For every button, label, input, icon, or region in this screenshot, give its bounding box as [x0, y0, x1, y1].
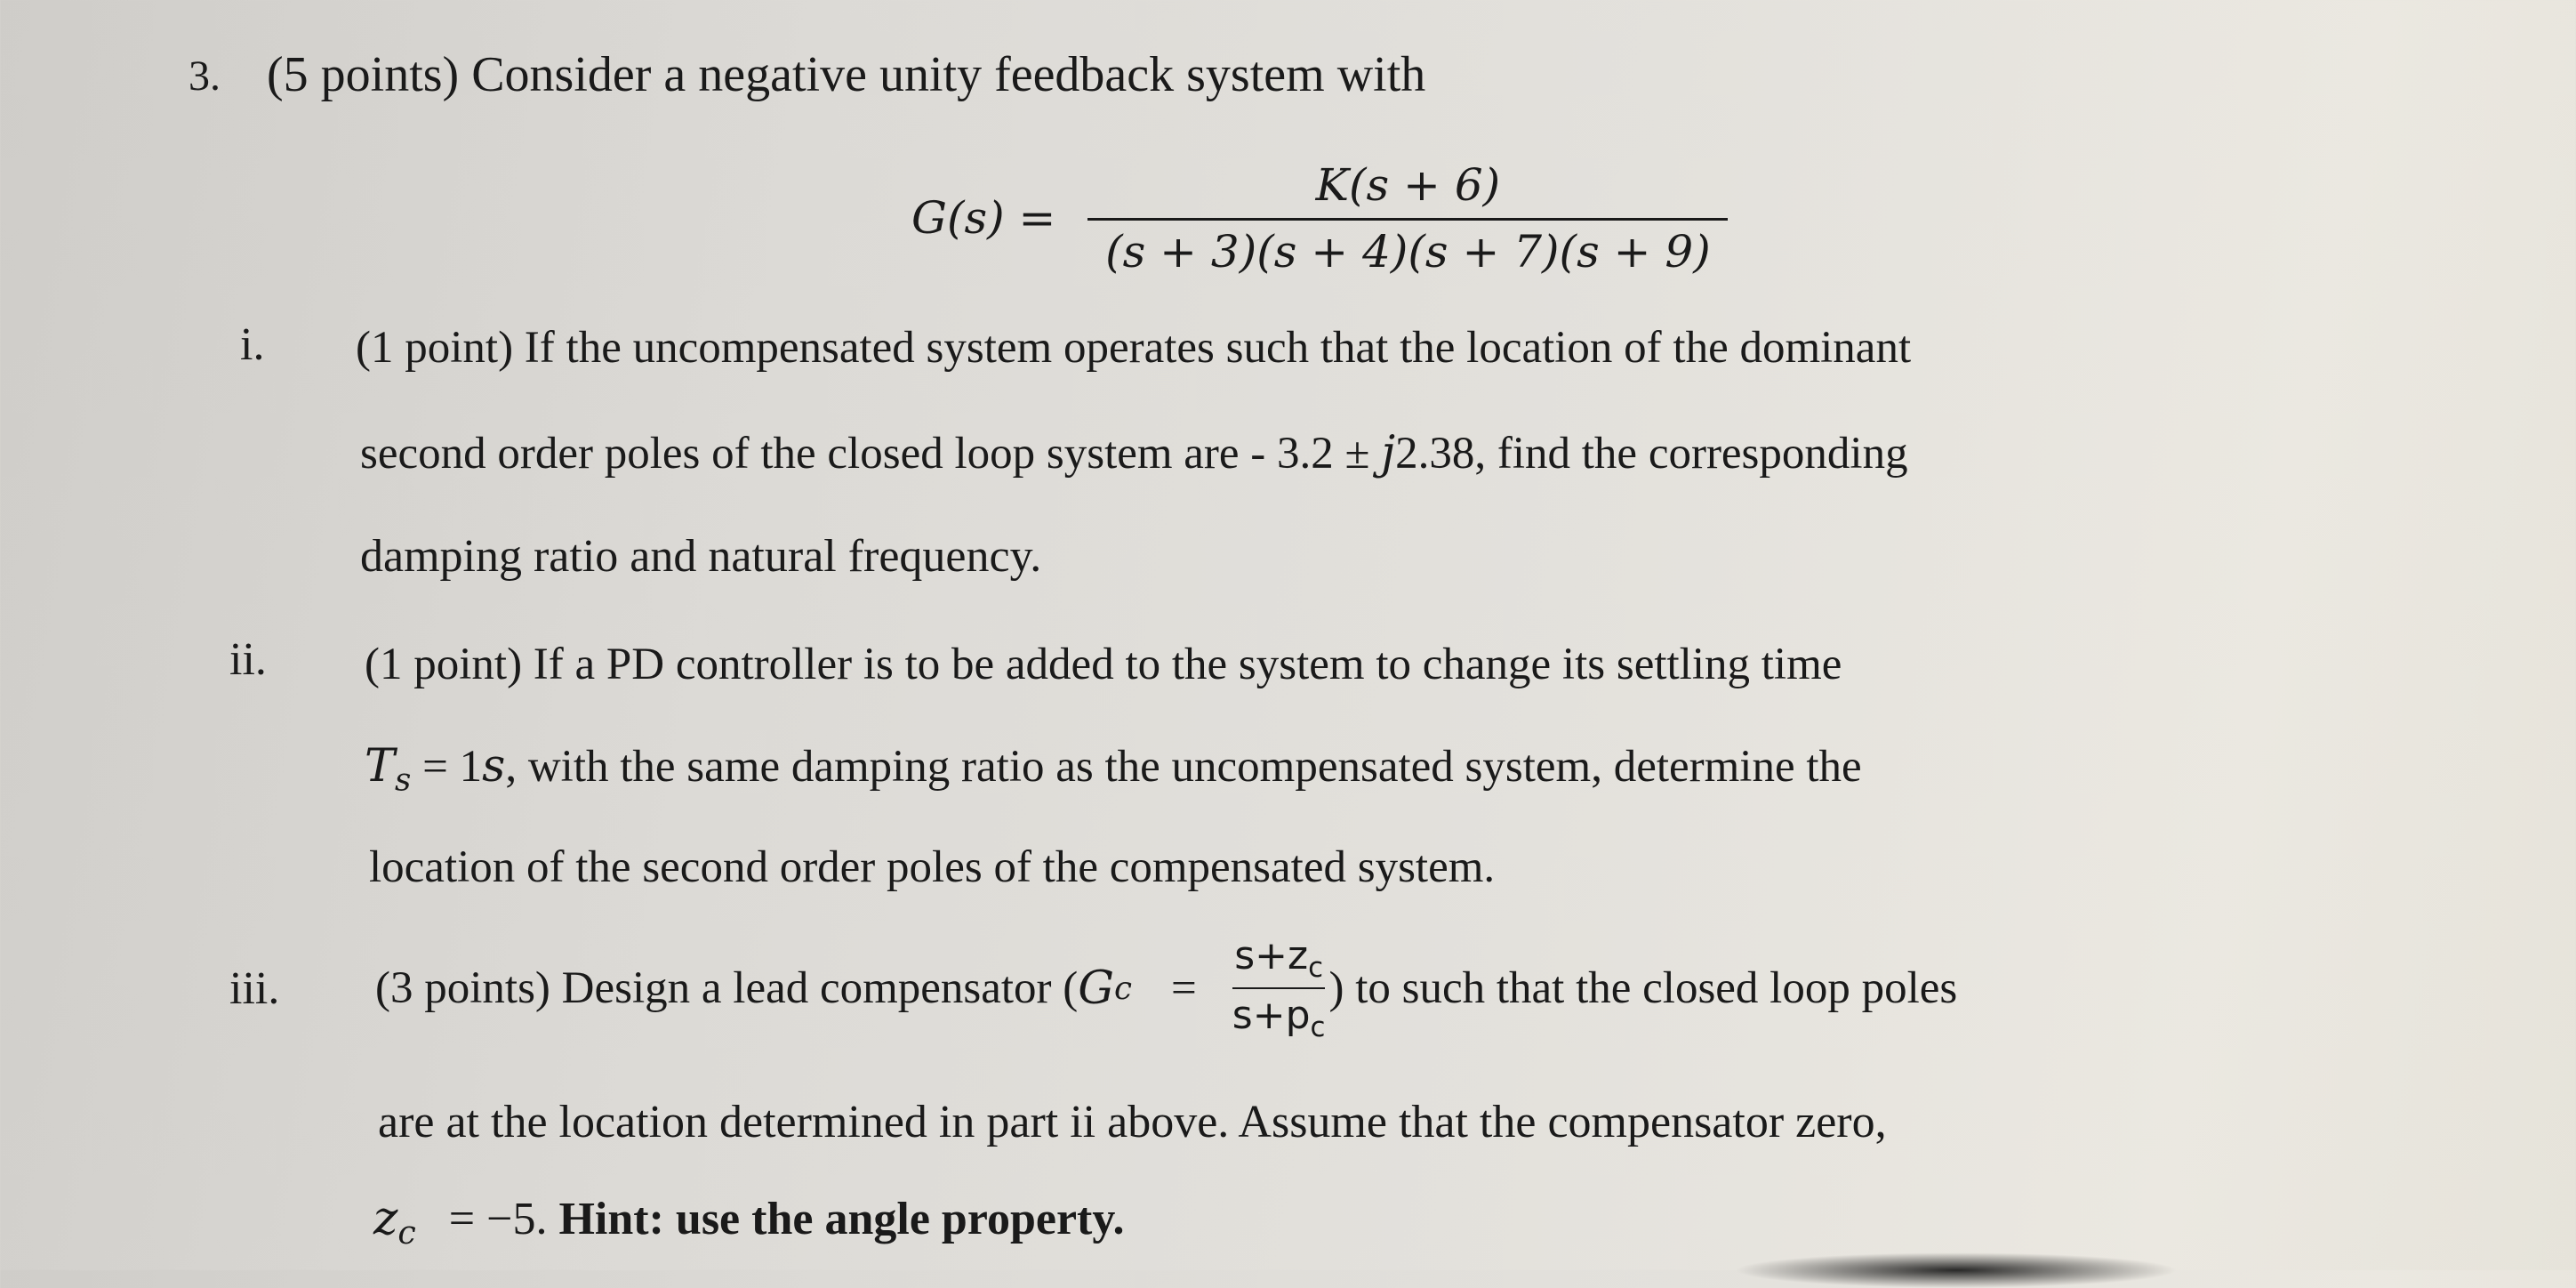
part-i-line2	[360, 427, 1908, 479]
gc-symbol: G	[1078, 962, 1115, 1015]
problem-intro: (5 points) Consider a negative unity feedback system with	[267, 47, 1426, 102]
hint-text: Hint: use the angle property.	[558, 1194, 1125, 1244]
part-i-line2-b: 2.38, find the corresponding	[1395, 429, 1908, 479]
tf-lhs: G(s) =	[911, 192, 1056, 244]
frac-den-sub: c	[1310, 1011, 1326, 1044]
part-ii-label: ii.	[229, 634, 267, 685]
tf-denominator: (s + 3)(s + 4)(s + 7)(s + 9)	[1105, 225, 1711, 278]
problem-number: 3.	[189, 52, 221, 100]
frac-den: s+p	[1232, 993, 1311, 1038]
part-i-line2-a: second order poles of the closed loop system are - 3.2 ±	[360, 429, 1382, 479]
zc-symbol: z	[373, 1192, 398, 1245]
part-ii-line2	[365, 740, 1862, 799]
settling-time-sub: s	[395, 761, 412, 799]
gc-equals: =	[1171, 963, 1197, 1013]
zc-equals: = −5.	[448, 1194, 548, 1244]
settling-time-eq: = 1	[411, 742, 483, 792]
tf-numerator: K(s + 6)	[1315, 158, 1501, 211]
part-ii-line2-rest: , with the same damping ratio as the uncompensated system, determine the	[505, 742, 1862, 792]
page-edge-shadow	[1734, 1252, 2179, 1288]
part-i-line3: damping ratio and natural frequency.	[360, 531, 1042, 582]
part-iii-line1-a: (3 points) Design a lead compensator (	[375, 963, 1079, 1013]
part-iii-line3	[373, 1192, 1125, 1252]
settling-time-symbol: T	[365, 740, 396, 793]
zc-sub: c	[397, 1212, 416, 1252]
part-iii-line1	[375, 930, 1957, 1046]
tf-fraction	[1087, 159, 1728, 278]
settling-time-unit: s	[482, 740, 506, 793]
part-iii-line1-b: ) to such that the closed loop poles	[1328, 963, 1958, 1013]
part-iii-label: iii.	[229, 963, 280, 1014]
part-ii-line1: (1 point) If a PD controller is to be added to the system to change its settling time	[365, 640, 1842, 689]
part-i-j: j	[1381, 427, 1396, 479]
part-i-line1: (1 point) If the uncompensated system operates such that the location of the dominant	[356, 323, 1912, 373]
gc-sub: c	[1114, 970, 1133, 1007]
part-ii-line3: location of the second order poles of the compensated system.	[369, 842, 1496, 892]
frac-num: s+z	[1234, 932, 1309, 978]
compensator-fraction	[1232, 933, 1326, 1043]
transfer-function	[911, 142, 1728, 294]
part-i-label: i.	[240, 319, 265, 370]
part-iii-line2: are at the location determined in part ii above. Assume that the compensator zero,	[378, 1097, 1887, 1147]
compensator-numerator	[1234, 933, 1323, 987]
compensator-denominator	[1232, 989, 1326, 1043]
frac-num-sub: c	[1308, 952, 1324, 984]
